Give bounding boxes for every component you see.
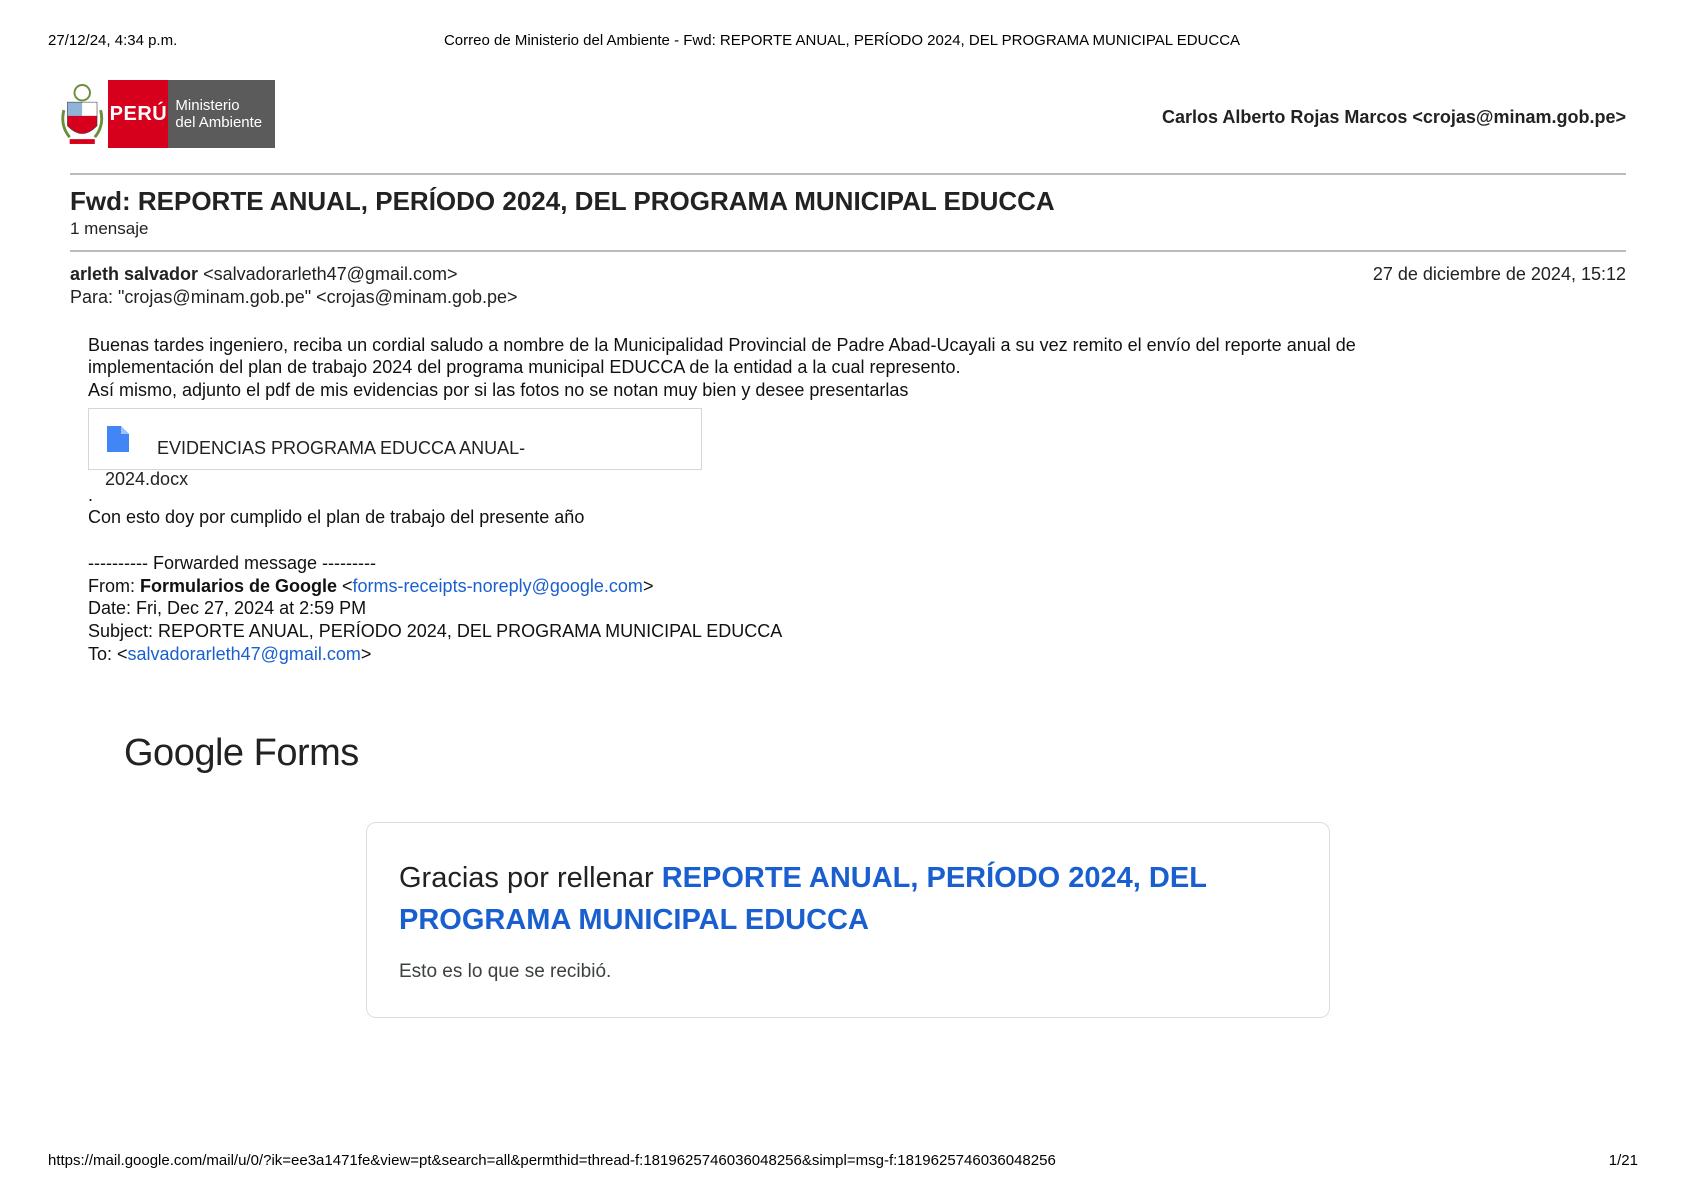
print-header-datetime: 27/12/24, 4:34 p.m. bbox=[48, 32, 178, 49]
thread-subject: Fwd: REPORTE ANUAL, PERÍODO 2024, DEL PROGRAMA MUNICIPAL EDUCCA bbox=[70, 186, 1055, 216]
forward-from-name: Formularios de Google bbox=[140, 576, 338, 596]
peru-coat-of-arms-icon bbox=[60, 80, 104, 148]
body-dot: . bbox=[88, 485, 94, 505]
divider bbox=[70, 250, 1626, 252]
forward-to-label: To: < bbox=[88, 644, 128, 664]
sender-name: arleth salvador bbox=[70, 264, 199, 284]
message-count: 1 mensaje bbox=[70, 219, 149, 238]
forward-from bbox=[88, 575, 653, 598]
received-note: Esto es lo que se recibió. bbox=[399, 961, 612, 982]
logo-peru-text: PERÚ bbox=[108, 80, 168, 148]
print-footer-page: 1/21 bbox=[1608, 1152, 1638, 1169]
minam-logo bbox=[60, 80, 275, 148]
divider bbox=[70, 173, 1626, 175]
form-confirmation-card bbox=[366, 822, 1330, 1018]
logo-ministry-line2: del Ambiente bbox=[175, 114, 263, 131]
forward-from-close: > bbox=[642, 576, 654, 596]
forward-to-email-link[interactable]: salvadorarleth47@gmail.com bbox=[127, 644, 361, 664]
forward-subject: Subject: REPORTE ANUAL, PERÍODO 2024, DEL PROGRAMA MUNICIPAL EDUCCA bbox=[88, 621, 783, 641]
print-footer-url: https://mail.google.com/mail/u/0/?ik=ee3a1471fe&view=pt&search=all&permthid=thread-f:1819625746036048256&simpl=msg-f:1819625746036048256 bbox=[48, 1152, 1056, 1169]
forward-from-email-link[interactable]: forms-receipts-noreply@google.com bbox=[352, 576, 643, 596]
forward-date: Date: Fri, Dec 27, 2024 at 2:59 PM bbox=[88, 598, 367, 618]
forward-from-open: < bbox=[337, 576, 353, 596]
print-header-title: Correo de Ministerio del Ambiente - Fwd: REPORTE ANUAL, PERÍODO 2024, DEL PROGRAMA MUNICIPAL EDUCCA bbox=[443, 32, 1241, 49]
body-line-3: Así mismo, adjunto el pdf de mis evidencias por si las fotos no se notan muy bien y desee presentarlas bbox=[88, 380, 909, 400]
logo-ministry-line1: Ministerio bbox=[175, 97, 240, 114]
message-date: 27 de diciembre de 2024, 15:12 bbox=[1372, 264, 1626, 284]
forward-to-close: > bbox=[360, 644, 372, 664]
body-line-1: Buenas tardes ingeniero, reciba un cordial saludo a nombre de la Municipalidad Provincial de Padre Abad-Ucayali a su vez remito el envío del reporte anual de bbox=[88, 335, 1356, 355]
account-identity: Carlos Alberto Rojas Marcos <crojas@minam.gob.pe> bbox=[1161, 107, 1626, 127]
message-recipients: Para: "crojas@minam.gob.pe" <crojas@minam.gob.pe> bbox=[70, 287, 518, 307]
logo-ministry-text bbox=[168, 80, 275, 148]
attachment-filename[interactable]: EVIDENCIAS PROGRAMA EDUCCA ANUAL-2024.docx bbox=[105, 438, 526, 489]
forward-from-label: From: bbox=[88, 576, 140, 596]
body-line-2: implementación del plan de trabajo 2024 del programa municipal EDUCCA de la entidad a la cual represento. bbox=[88, 357, 961, 377]
form-title-link[interactable]: REPORTE ANUAL, PERÍODO 2024, DEL PROGRAMA MUNICIPAL EDUCCA bbox=[399, 862, 1207, 936]
thanks-prefix: Gracias por rellenar bbox=[399, 862, 662, 894]
attachment-chip[interactable] bbox=[88, 408, 702, 489]
thanks-message bbox=[399, 857, 1299, 941]
body-closing: Con esto doy por cumplido el plan de trabajo del presente año bbox=[88, 507, 585, 527]
forward-separator: ---------- Forwarded message --------- bbox=[88, 553, 376, 573]
sender-email: <salvadorarleth47@gmail.com> bbox=[203, 264, 458, 284]
forward-to bbox=[88, 643, 371, 666]
google-forms-logo bbox=[124, 732, 359, 775]
message-sender bbox=[70, 264, 457, 285]
google-forms-logo-word2: Forms bbox=[253, 732, 359, 774]
google-forms-logo-word1: Google bbox=[124, 732, 244, 774]
